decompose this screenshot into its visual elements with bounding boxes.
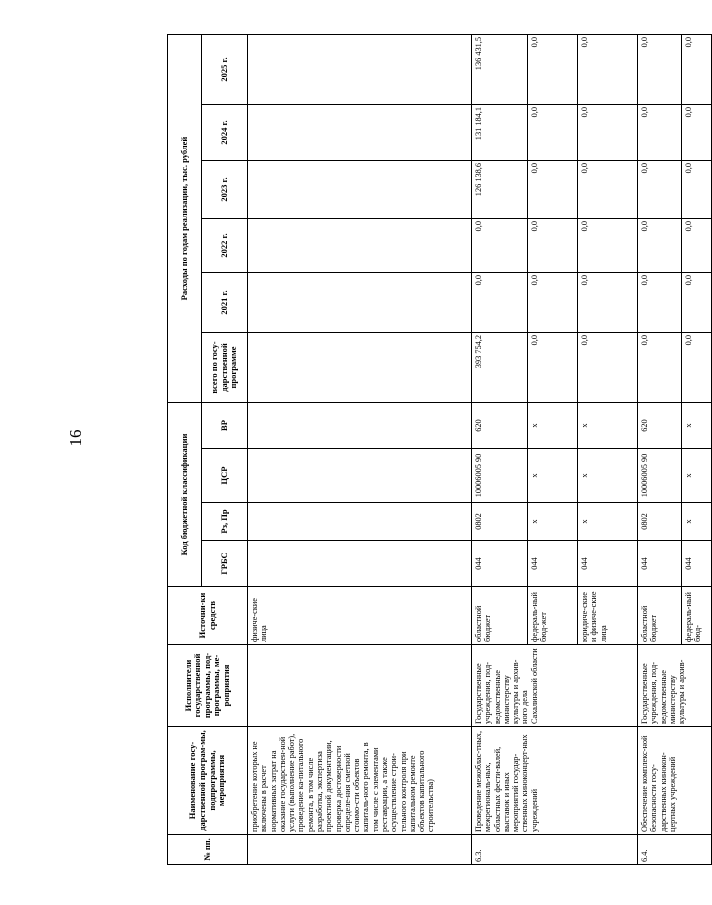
cell-name: Обеспечение комплекс-ной безопасности госу-дарственных кинокон-цертных учреждений — [638, 727, 712, 835]
header-total: всего по госу-дарственной программе — [202, 333, 248, 403]
header-year-2021: 2021 г. — [202, 273, 248, 333]
header-name: Наименование госу-дарственной програм-мы, подпрограммы, мероприятия — [168, 727, 248, 835]
header-num: № пп. — [168, 835, 248, 865]
cell-rzpr: 0802 — [638, 503, 682, 541]
cell-source: областной бюджет — [472, 587, 528, 645]
cell-csr: 10006005 90 — [472, 449, 528, 503]
cell-year-2025: 0,0 — [528, 35, 578, 105]
cell-executor — [248, 645, 472, 727]
cell-total: 0,0 — [682, 333, 712, 403]
cell-year-2023: 0,0 — [578, 161, 638, 219]
header-csr: ЦСР — [202, 449, 248, 503]
cell-year-2025: 0,0 — [682, 35, 712, 105]
cell-year-2024: 0,0 — [682, 105, 712, 161]
cell-grbs: 044 — [682, 541, 712, 587]
cell-year-2023: 0,0 — [682, 161, 712, 219]
cell-year-2024: 0,0 — [638, 105, 682, 161]
cell-csr: 10006005 90 — [638, 449, 682, 503]
header-expenses-group: Расходы по годам реализации, тыс. рублей — [168, 35, 202, 403]
cell-rzpr: х — [578, 503, 638, 541]
cell-vr: 620 — [472, 403, 528, 449]
cell-year-2025: 0,0 — [578, 35, 638, 105]
cell-vr: х — [528, 403, 578, 449]
cell-year-2023: 0,0 — [638, 161, 682, 219]
header-year-2025: 2025 г. — [202, 35, 248, 105]
page-number: 16 — [66, 429, 85, 447]
cell-year-2022 — [248, 219, 472, 273]
header-row-1 — [168, 35, 202, 865]
cell-vr: х — [682, 403, 712, 449]
cell-total — [248, 333, 472, 403]
cell-num: 6.4. — [638, 835, 712, 865]
cell-grbs: 044 — [528, 541, 578, 587]
cell-year-2023 — [248, 161, 472, 219]
cell-csr: х — [682, 449, 712, 503]
cell-year-2024: 0,0 — [528, 105, 578, 161]
rotated-table-container — [167, 35, 703, 865]
cell-vr: 620 — [638, 403, 682, 449]
header-bk-group: Код бюджетной классификации — [168, 403, 202, 587]
header-year-2024: 2024 г. — [202, 105, 248, 161]
cell-csr — [248, 449, 472, 503]
cell-year-2023: 126 138,6 — [472, 161, 528, 219]
cell-total: 393 754,2 — [472, 333, 528, 403]
cell-num — [248, 835, 472, 865]
cell-year-2025: 0,0 — [638, 35, 682, 105]
table-row — [248, 35, 472, 865]
cell-year-2025: 136 431,5 — [472, 35, 528, 105]
cell-year-2025 — [248, 35, 472, 105]
cell-year-2021: 0,0 — [638, 273, 682, 333]
cell-total: 0,0 — [528, 333, 578, 403]
budget-table — [167, 34, 712, 865]
cell-grbs: 044 — [578, 541, 638, 587]
table-row — [638, 35, 682, 865]
header-executor: Исполнители государственной программы, под-программы, ме-роприятия — [168, 645, 248, 727]
cell-year-2022: 0,0 — [682, 219, 712, 273]
cell-vr: х — [578, 403, 638, 449]
cell-vr — [248, 403, 472, 449]
cell-rzpr — [248, 503, 472, 541]
header-grbs: ГРБС — [202, 541, 248, 587]
header-year-2023: 2023 г. — [202, 161, 248, 219]
cell-year-2023: 0,0 — [528, 161, 578, 219]
cell-rzpr: 0802 — [472, 503, 528, 541]
cell-rzpr: х — [528, 503, 578, 541]
cell-year-2024: 131 184,1 — [472, 105, 528, 161]
cell-grbs: 044 — [472, 541, 528, 587]
cell-year-2024: 0,0 — [578, 105, 638, 161]
cell-year-2022: 0,0 — [578, 219, 638, 273]
cell-year-2021: 0,0 — [682, 273, 712, 333]
cell-source: федераль-ный бюд- — [682, 587, 712, 645]
cell-source: юридиче-ские и физиче-ские лица — [578, 587, 638, 645]
header-vr: ВР — [202, 403, 248, 449]
cell-csr: х — [578, 449, 638, 503]
cell-year-2022: 0,0 — [472, 219, 528, 273]
cell-source: федераль-ный бюд-жет — [528, 587, 578, 645]
cell-grbs — [248, 541, 472, 587]
cell-year-2021: 0,0 — [578, 273, 638, 333]
cell-name: приобретение которых не включены в расчет нормативных затрат на оказание государствен-ной услуги (выполнение работ), проведение ка-питального ремонта, в том числе разработка, экспертиза проектной документации, проверка достоверности определе-ния сметной стоимо-сти объектов капиталь-ного ремонта, в том числе с элементами реставрации, а также осуществление строи-тельного контроля при капитальном ремонте объектов капитального строительства) — [248, 727, 472, 835]
cell-year-2021: 0,0 — [528, 273, 578, 333]
cell-source: физиче-ские лица — [248, 587, 472, 645]
cell-name: Проведение межоблас-тных, межрегиональ-ных, областных фести-валей, выставок и иных мероприятий государ-ственных киноконцерт-ных учреждений — [472, 727, 638, 835]
table-row — [472, 35, 528, 865]
cell-total: 0,0 — [638, 333, 682, 403]
cell-year-2022: 0,0 — [528, 219, 578, 273]
cell-grbs: 044 — [638, 541, 682, 587]
cell-year-2022: 0,0 — [638, 219, 682, 273]
cell-year-2021 — [248, 273, 472, 333]
cell-year-2024 — [248, 105, 472, 161]
cell-csr: х — [528, 449, 578, 503]
cell-num: 6.3. — [472, 835, 638, 865]
cell-total: 0,0 — [578, 333, 638, 403]
header-source: Источни-ки средств — [168, 587, 248, 645]
cell-year-2021: 0,0 — [472, 273, 528, 333]
cell-source: областной бюджет — [638, 587, 682, 645]
header-year-2022: 2022 г. — [202, 219, 248, 273]
cell-rzpr: х — [682, 503, 712, 541]
cell-executor: Государственные учреждения, под-ведомственные министерству культуры и архив-ного дела Сахалинской области — [472, 645, 638, 727]
cell-executor: Государственные учреждения, под-ведомственные министерству культуры и архив- — [638, 645, 712, 727]
header-rzpr: Рз, Пр — [202, 503, 248, 541]
